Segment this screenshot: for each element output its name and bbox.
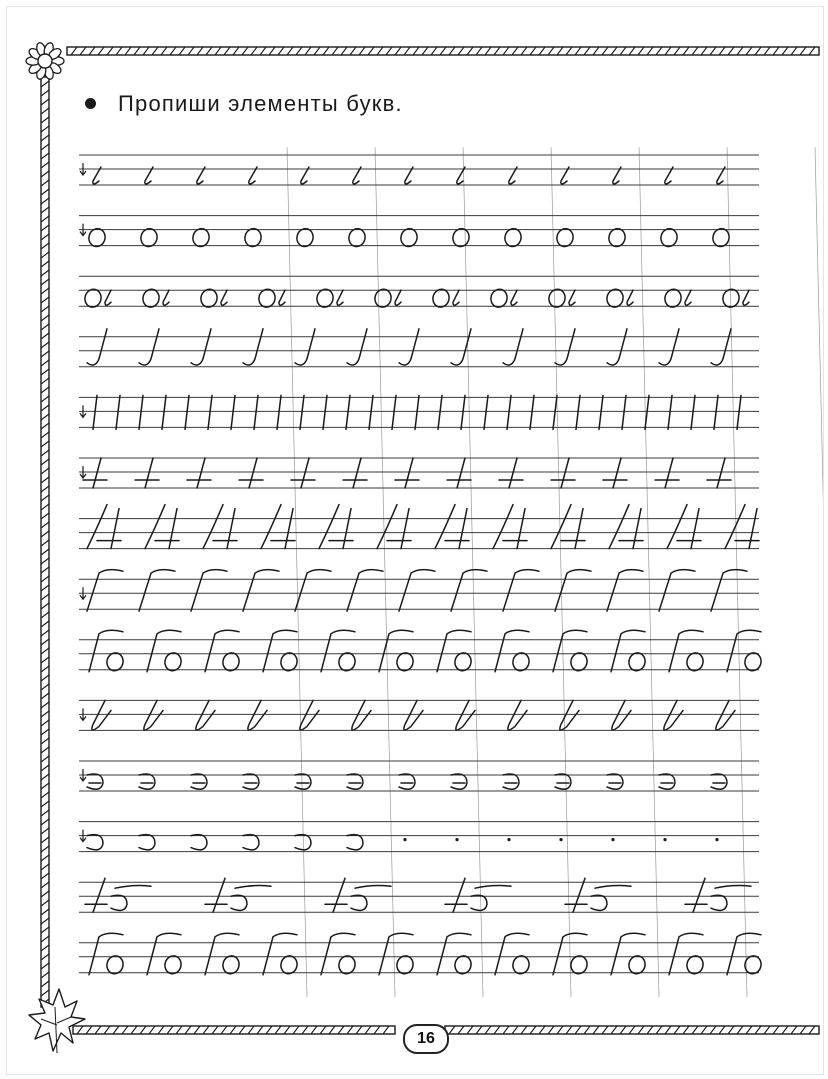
- letter-element: [716, 700, 735, 730]
- letter-element: [295, 774, 311, 789]
- letter-element: [254, 395, 258, 429]
- letter-element: [561, 167, 569, 184]
- writing-row: [79, 700, 759, 730]
- letter-element: [243, 329, 263, 365]
- letter-element: [196, 700, 215, 730]
- letter-element: [711, 570, 747, 612]
- letter-element: [437, 933, 471, 975]
- writing-row: [79, 761, 759, 791]
- letter-element: [727, 933, 761, 975]
- bottom-border-right: [445, 1026, 819, 1034]
- letter-element: [530, 395, 534, 429]
- letter-element: [453, 290, 459, 305]
- letter-element: [139, 774, 155, 789]
- letter-element: [93, 458, 101, 488]
- letter-element: [668, 395, 672, 429]
- letter-element: [599, 395, 603, 429]
- letter-element: [261, 505, 281, 549]
- letter-element: [715, 886, 751, 889]
- letter-element: [451, 774, 467, 789]
- letter-element: [353, 458, 361, 488]
- letter-element: [205, 630, 239, 672]
- maple-leaf-icon: [29, 989, 85, 1053]
- letter-element: [613, 458, 621, 488]
- letter-element: [438, 395, 442, 429]
- letter-element: [627, 290, 633, 305]
- letter-element: [727, 630, 761, 672]
- writing-row: [79, 505, 759, 549]
- letter-element: [105, 290, 111, 305]
- letter-element: [437, 630, 471, 672]
- workbook-page: [6, 6, 824, 1075]
- letter-element: [451, 570, 487, 612]
- letter-element: [295, 570, 331, 612]
- letter-element: [89, 630, 123, 672]
- letter-element: [139, 570, 175, 612]
- letter-element: [511, 290, 517, 305]
- letter-element: [235, 886, 271, 889]
- letter-element: [139, 835, 155, 850]
- letter-element: [435, 505, 455, 549]
- letter-element: [503, 570, 539, 612]
- left-border: [41, 77, 49, 1007]
- letter-element: [145, 505, 165, 549]
- letter-element: [144, 700, 163, 730]
- letter-element: [405, 167, 413, 184]
- letter-element: [163, 290, 169, 305]
- letter-element: [147, 630, 181, 672]
- letter-element: [415, 395, 419, 429]
- letter-element: [87, 505, 107, 549]
- letter-element: [145, 458, 153, 488]
- letter-element: [347, 835, 363, 850]
- letter-element: [87, 835, 103, 850]
- writing-row: [79, 458, 759, 488]
- page-frame: [7, 7, 823, 1074]
- letter-element: [711, 774, 727, 789]
- letter-element: [685, 290, 691, 305]
- letter-element: [352, 700, 371, 730]
- letter-element: [555, 329, 575, 365]
- letter-element: [461, 395, 465, 429]
- letter-element: [503, 329, 523, 365]
- letter-element: [115, 886, 151, 889]
- letter-element: [725, 505, 745, 549]
- letter-element: [456, 700, 475, 730]
- letter-element: [277, 395, 281, 429]
- letter-element: [399, 329, 419, 365]
- letter-element: [555, 570, 591, 612]
- letter-element: [560, 700, 579, 730]
- letter-element: [337, 290, 343, 305]
- page-number: 16: [403, 1024, 449, 1054]
- letter-element: [717, 167, 725, 184]
- letter-element: [509, 167, 517, 184]
- writing-row: [79, 630, 763, 672]
- letter-element: [459, 509, 467, 549]
- letter-element: [691, 395, 695, 429]
- letter-element: [87, 329, 107, 365]
- instruction-heading: [85, 91, 403, 117]
- letter-element: [300, 395, 304, 429]
- letter-element: [611, 630, 645, 672]
- letter-element: [323, 395, 327, 429]
- letter-element: [333, 878, 345, 912]
- letter-element: [263, 933, 297, 975]
- letter-element: [347, 570, 383, 612]
- dot-mark: [559, 838, 562, 841]
- letter-element: [399, 570, 435, 612]
- letter-element: [111, 895, 127, 910]
- letter-element: [227, 509, 235, 549]
- letter-element: [145, 167, 153, 184]
- letter-element: [509, 458, 517, 488]
- slant-guides: [287, 147, 823, 997]
- writing-row: [79, 216, 759, 249]
- letter-element: [197, 458, 205, 488]
- letter-element: [243, 774, 259, 789]
- letter-element: [575, 509, 583, 549]
- letter-element: [147, 933, 181, 975]
- dot-mark: [507, 838, 510, 841]
- letter-element: [503, 774, 519, 789]
- letter-element: [248, 700, 267, 730]
- letter-element: [555, 774, 571, 789]
- letter-element: [553, 630, 587, 672]
- letter-element: [87, 570, 123, 612]
- letter-element: [595, 886, 631, 889]
- letter-element: [93, 395, 97, 429]
- letter-element: [633, 509, 641, 549]
- letter-element: [243, 835, 259, 850]
- letter-element: [191, 329, 211, 365]
- letter-element: [693, 878, 705, 912]
- letter-element: [347, 329, 367, 365]
- letter-element: [87, 774, 103, 789]
- letter-element: [162, 395, 166, 429]
- letter-element: [111, 509, 119, 549]
- letter-element: [495, 933, 529, 975]
- letter-element: [667, 505, 687, 549]
- letter-element: [561, 458, 569, 488]
- letter-element: [249, 167, 257, 184]
- letter-element: [553, 395, 557, 429]
- slant-guide-line: [375, 147, 395, 997]
- writing-row: [79, 329, 759, 367]
- letter-element: [607, 774, 623, 789]
- letter-element: [453, 878, 465, 912]
- slant-guide-line: [815, 147, 823, 997]
- letter-element: [507, 395, 511, 429]
- letter-element: [664, 700, 683, 730]
- dot-mark: [455, 838, 458, 841]
- letter-element: [591, 895, 607, 910]
- letter-element: [404, 700, 423, 730]
- letter-element: [300, 700, 319, 730]
- letter-element: [659, 774, 675, 789]
- letter-element: [691, 509, 699, 549]
- letter-element: [263, 630, 297, 672]
- letter-element: [659, 329, 679, 365]
- letter-element: [484, 395, 488, 429]
- letter-element: [191, 774, 207, 789]
- letter-element: [517, 509, 525, 549]
- letter-element: [645, 395, 649, 429]
- letter-element: [609, 505, 629, 549]
- letter-element: [221, 290, 227, 305]
- letter-element: [301, 167, 309, 184]
- flower-icon: [26, 42, 64, 81]
- letter-element: [551, 505, 571, 549]
- letter-element: [208, 395, 212, 429]
- letter-element: [321, 933, 355, 975]
- writing-rows: [79, 155, 763, 976]
- writing-row: [79, 822, 759, 852]
- letter-element: [711, 895, 727, 910]
- letter-element: [395, 290, 401, 305]
- writing-row: [79, 276, 759, 309]
- letter-element: [669, 933, 703, 975]
- dot-mark: [611, 838, 614, 841]
- letter-element: [243, 570, 279, 612]
- letter-element: [495, 630, 529, 672]
- letter-element: [743, 290, 749, 305]
- letter-element: [116, 395, 120, 429]
- letter-element: [249, 458, 257, 488]
- letter-element: [493, 505, 513, 549]
- letter-element: [612, 700, 631, 730]
- letter-element: [749, 509, 757, 549]
- letter-element: [347, 774, 363, 789]
- letter-element: [213, 878, 225, 912]
- letter-element: [355, 886, 391, 889]
- letter-element: [346, 395, 350, 429]
- instruction-text: Пропиши элементы букв.: [118, 91, 403, 116]
- writing-row: [79, 395, 759, 429]
- letter-element: [185, 395, 189, 429]
- letter-element: [665, 167, 673, 184]
- letter-element: [399, 774, 415, 789]
- letter-element: [508, 700, 527, 730]
- letter-element: [92, 700, 111, 730]
- letter-element: [711, 329, 731, 365]
- letter-element: [377, 505, 397, 549]
- letter-element: [205, 933, 239, 975]
- letter-element: [191, 835, 207, 850]
- letter-element: [231, 395, 235, 429]
- letter-element: [379, 630, 413, 672]
- letter-element: [301, 458, 309, 488]
- letter-element: [279, 290, 285, 305]
- letter-element: [576, 395, 580, 429]
- slant-guide-line: [287, 147, 307, 997]
- letter-element: [717, 458, 725, 488]
- letter-element: [401, 509, 409, 549]
- slant-guide-line: [727, 147, 747, 997]
- letter-element: [669, 630, 703, 672]
- letter-element: [392, 395, 396, 429]
- letter-element: [659, 570, 695, 612]
- letter-element: [89, 933, 123, 975]
- letter-element: [321, 630, 355, 672]
- letter-element: [607, 329, 627, 365]
- letter-element: [343, 509, 351, 549]
- letter-element: [295, 329, 315, 365]
- letter-element: [737, 395, 741, 429]
- letter-element: [139, 395, 143, 429]
- bullet-icon: [85, 98, 96, 109]
- top-border: [67, 47, 819, 55]
- writing-row: [79, 155, 759, 185]
- letter-element: [319, 505, 339, 549]
- letter-element: [665, 458, 673, 488]
- letter-element: [197, 167, 205, 184]
- letter-element: [569, 290, 575, 305]
- letter-element: [379, 933, 413, 975]
- slant-guide-line: [639, 147, 659, 997]
- letter-element: [607, 570, 643, 612]
- letter-element: [191, 570, 227, 612]
- letter-element: [93, 167, 101, 184]
- letter-element: [285, 509, 293, 549]
- writing-row: [79, 933, 763, 975]
- letter-element: [613, 167, 621, 184]
- dot-mark: [403, 838, 406, 841]
- letter-element: [369, 395, 373, 429]
- letter-element: [714, 395, 718, 429]
- letter-element: [405, 458, 413, 488]
- letter-element: [611, 933, 645, 975]
- letter-element: [139, 329, 159, 365]
- letter-element: [573, 878, 585, 912]
- letter-element: [203, 505, 223, 549]
- letter-element: [457, 458, 465, 488]
- writing-row: [79, 570, 759, 612]
- letter-element: [351, 895, 367, 910]
- letter-element: [622, 395, 626, 429]
- letter-element: [93, 878, 105, 912]
- letter-element: [471, 895, 487, 910]
- dot-mark: [715, 838, 718, 841]
- letter-element: [231, 895, 247, 910]
- letter-element: [353, 167, 361, 184]
- letter-element: [169, 509, 177, 549]
- bottom-border-left: [73, 1026, 395, 1034]
- dot-mark: [663, 838, 666, 841]
